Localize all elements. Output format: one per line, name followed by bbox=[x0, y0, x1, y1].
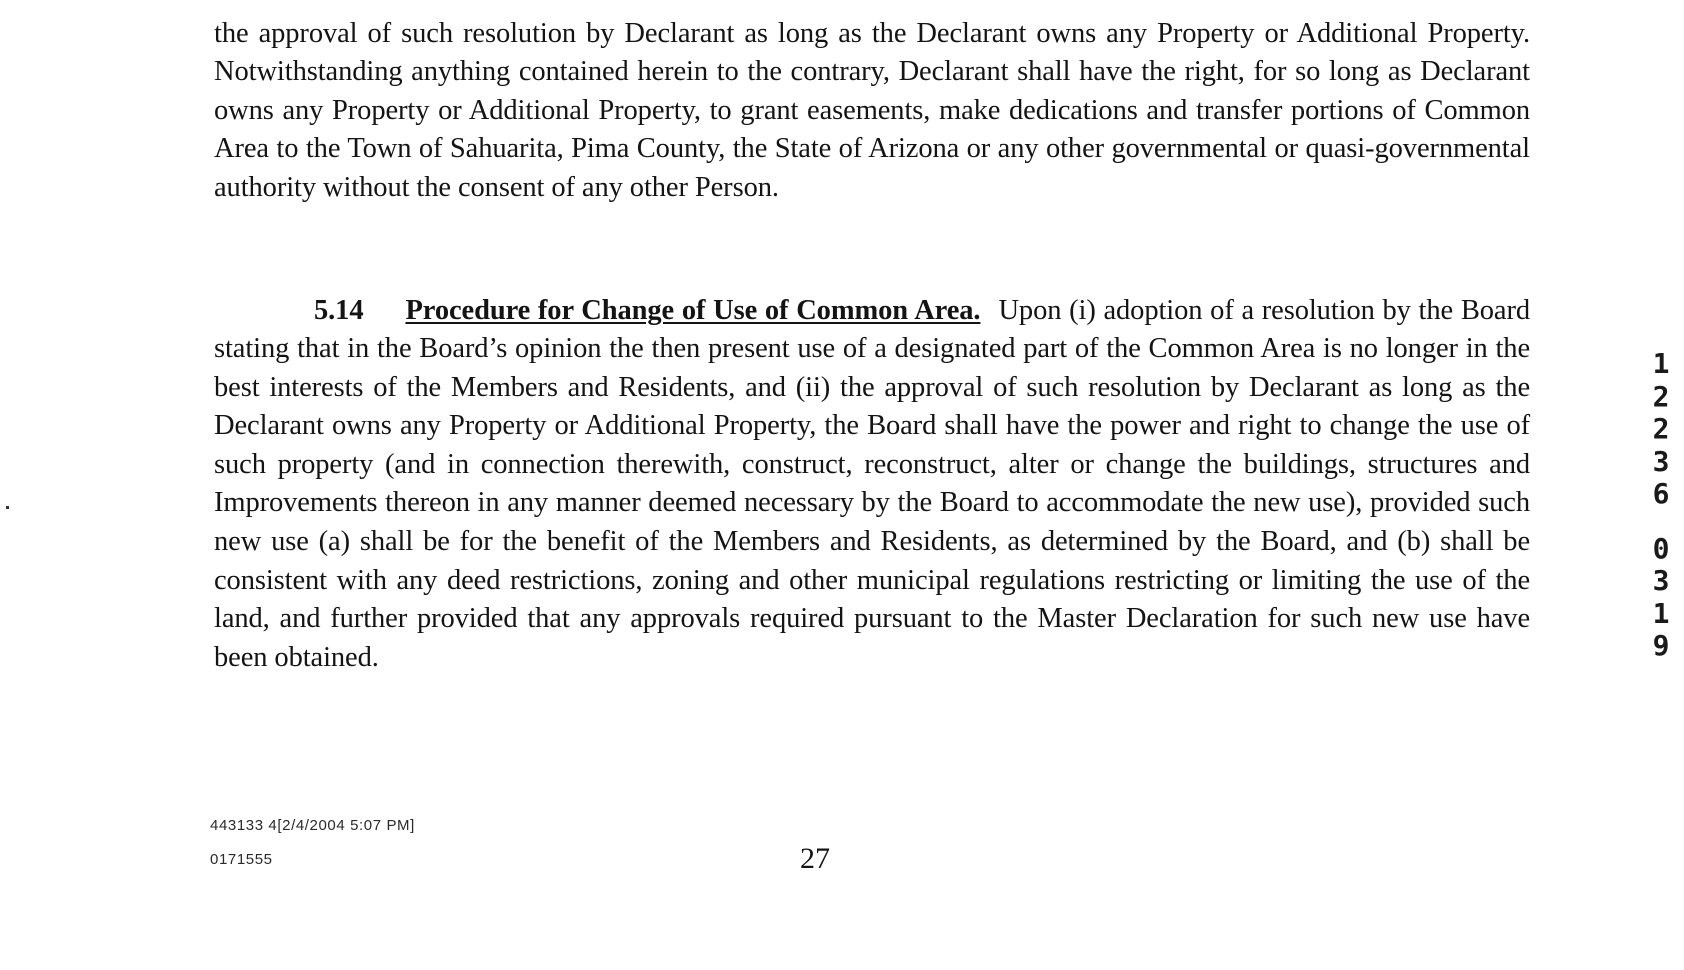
recording-number-stamp bbox=[1646, 348, 1676, 663]
recording-digit: 2 bbox=[1652, 379, 1670, 413]
section-heading: Procedure for Change of Use of Common Area. bbox=[405, 294, 981, 326]
page-number: 27 bbox=[800, 842, 830, 875]
scan-speck bbox=[6, 506, 9, 509]
section-5-14-paragraph bbox=[214, 292, 1530, 678]
section-body: Upon (i) adoption of a resolution by the Board stating that in the Board’s opinion the then present use of a designated part of the Common Area is no longer in the best interests of the Members and Residents, and (ii) the approval of such resolution by Declarant as long as the Declarant owns any Property or Additional Property, the Board shall have the power and right to change the use of such property (and in connection therewith, construct, reconstruct, alter or change the buildings, structures and Improvements thereon in any manner deemed necessary by the Board to accommodate the new use), provided such new use (a) shall be for the benefit of the Members and Residents, as determined by the Board, and (b) shall be consistent with any deed restrictions, zoning and other municipal regulations restricting or limiting the use of the land, and further provided that any approvals required pursuant to the Master Declaration for such new use have been obtained. bbox=[214, 294, 1530, 673]
recording-digit: 0 bbox=[1652, 531, 1670, 565]
recording-digit: 1 bbox=[1652, 596, 1670, 630]
paragraph-continuation: the approval of such resolution by Declarant as long as the Declarant owns any Property or Additional Property. Notwithstanding anything contained herein to the contrary, Declarant shall have the right, for so long as Declarant owns any Property or Additional Property, to grant easements, make dedications and transfer portions of Common Area to the Town of Sahuarita, Pima County, the State of Arizona or any other governmental or quasi-governmental authority without the consent of any other Person. bbox=[214, 17, 1530, 203]
recording-number-gap bbox=[1646, 511, 1676, 533]
footer-document-id: 443133 4[2/4/2004 5:07 PM] bbox=[210, 817, 415, 834]
recording-digit: 3 bbox=[1652, 564, 1670, 597]
recording-digit: 2 bbox=[1652, 412, 1670, 445]
section-number: 5.14 bbox=[314, 294, 364, 326]
footer-file-number: 0171555 bbox=[210, 851, 273, 868]
recording-digit: 1 bbox=[1652, 347, 1670, 380]
recording-digit: 9 bbox=[1652, 629, 1670, 662]
recording-digit: 6 bbox=[1652, 477, 1670, 510]
recording-digit: 3 bbox=[1652, 444, 1670, 478]
